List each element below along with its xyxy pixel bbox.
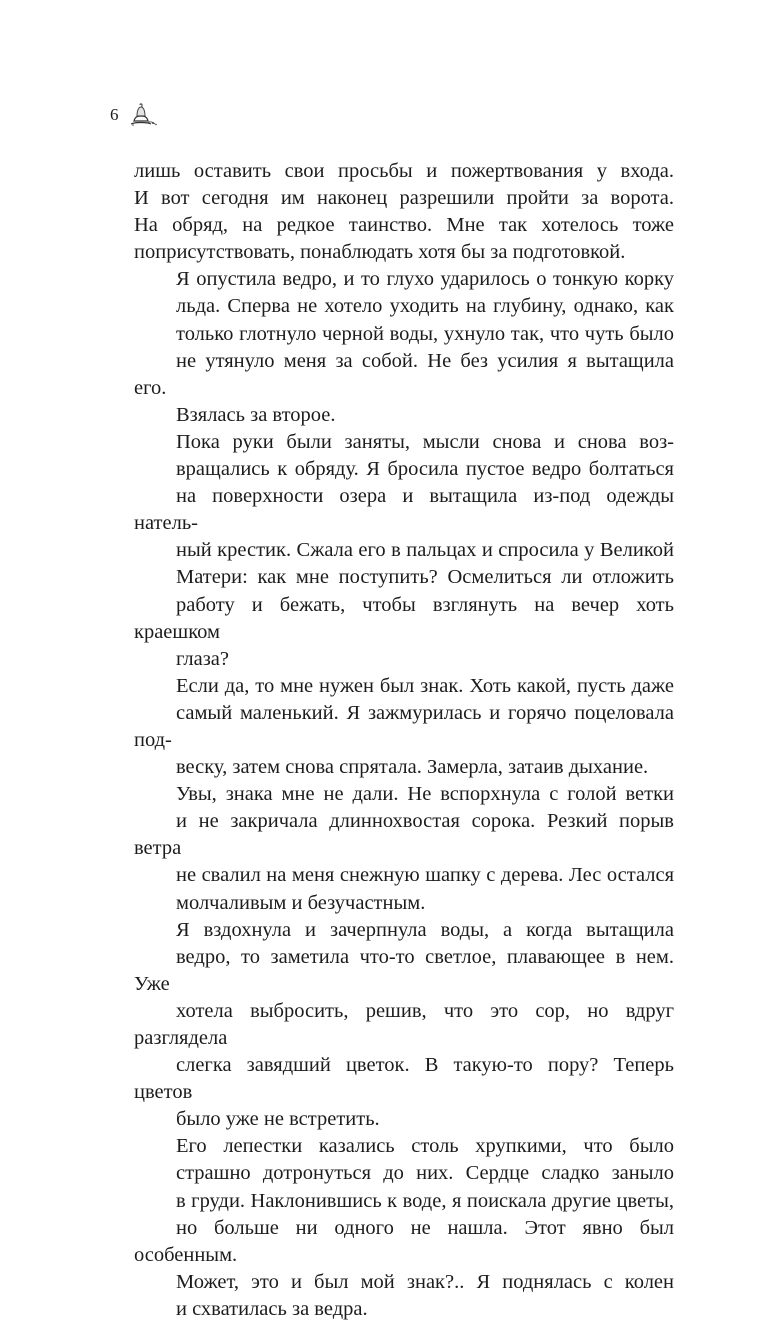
text-line: ный крестик. Сжала его в пальцах и спросила у Великой [176,539,674,562]
text-line: только глотнуло черной воды, ухнуло так, что чуть было [176,322,674,345]
text-line: самый маленький. Я зажмурилась и горячо поцеловала под- [134,701,674,751]
text-line: но больше ни одного не нашла. Этот явно был особенным. [134,1216,674,1266]
text-line: в груди. Наклонившись к воде, я поискала другие цветы, [176,1189,674,1212]
text-line: лишь оставить свои просьбы и пожертвования у входа. [134,160,674,182]
paragraph [134,266,674,429]
text-line: Если да, то мне нужен был знак. Хоть какой, пусть даже [176,674,674,697]
paragraph [134,917,674,1134]
text-line: На обряд, на редкое таинство. Мне так хотелось тоже [134,214,674,237]
text-line: и не закричала длиннохвостая сорока. Резкий порыв ветра [134,810,674,860]
text-line: хотела выбросить, решив, что это сор, но вдруг разглядела [134,999,674,1049]
text-line: Может, это и был мой знак?.. Я поднялась с колен [176,1270,674,1293]
text-line: на поверхности озера и вытащила из-под одежды натель- [134,485,674,535]
chapter-text [134,158,674,1323]
text-line: глаза? [176,647,229,670]
text-line: и схватилась за ведра. [176,1297,368,1320]
paragraph [134,673,674,781]
page-number: 6 [110,105,119,124]
paragraph [134,781,674,916]
text-line: поприсутствовать, понаблюдать хотя бы за подготовкой. [134,241,626,264]
bell-flower-ornament-icon [127,102,157,128]
text-line: слегка завядший цветок. В такую-то пору? Теперь цветов [134,1054,674,1104]
text-line: не утянуло меня за собой. Не без усилия я вытащила его. [134,349,674,399]
text-line: вращались к обряду. Я бросила пустое ведро болтаться [176,458,674,481]
text-line: Его лепестки казались столь хрупкими, что было [176,1135,674,1158]
text-line: не свалил на меня снежную шапку с дерева. Лес остался [176,864,674,887]
text-line: Увы, знака мне не дали. Не вспорхнула с голой ветки [176,783,674,806]
text-line: льда. Сперва не хотело уходить на глубину, однако, как [176,295,674,318]
paragraph [134,1133,674,1268]
text-line: Пока руки были заняты, мысли снова и снова воз- [176,430,674,453]
text-line: веску, затем снова спрятала. Замерла, затаив дыхание. [176,756,649,779]
text-line: И вот сегодня им наконец разрешили пройти за ворота. [134,187,674,210]
paragraph [134,429,674,673]
paragraph [134,158,674,266]
text-line: работу и бежать, чтобы взглянуть на вечер хоть краешком [134,593,674,643]
paragraph [134,1269,674,1323]
text-line: Матери: как мне поступить? Осмелиться ли отложить [176,566,674,589]
text-line: страшно дотронуться до них. Сердце сладко заныло [176,1162,674,1185]
text-line: молчаливым и безучастным. [176,891,426,914]
text-line: было уже не встретить. [176,1108,380,1131]
text-line: Взялась за второе. [176,403,336,426]
text-line: Я опустила ведро, и то глухо ударилось о тонкую корку [176,268,674,291]
text-line: Я вздохнула и зачерпнула воды, а когда вытащила [176,918,674,941]
page-header [110,100,157,130]
text-line: ведро, то заметила что-то светлое, плавающее в нем. Уже [134,945,674,995]
